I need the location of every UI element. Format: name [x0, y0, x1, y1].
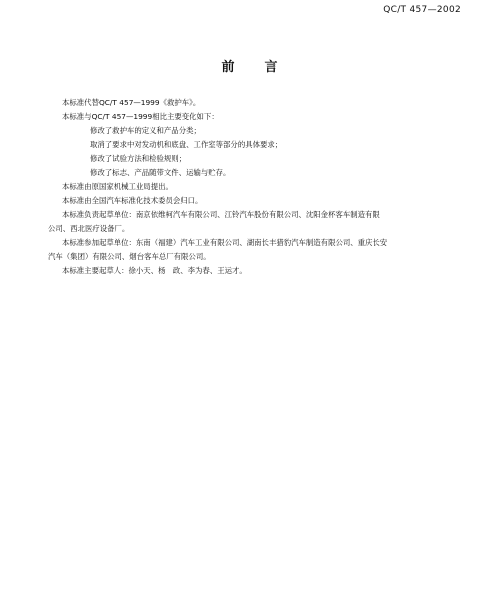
foreword-body [48, 96, 463, 278]
paragraph-participating-drafters-line2: 汽车（集团）有限公司、烟台客车总厂有限公司。 [48, 252, 211, 261]
paragraph-replaces: 本标准代替QC/T 457—1999《救护车》。 [62, 98, 201, 107]
paragraph-lead-drafters-line2: 公司、西北医疗设备厂。 [48, 224, 130, 233]
change-item: 修改了救护车的定义和产品分类； [90, 126, 201, 135]
change-item: 修改了试验方法和检验规则； [90, 154, 187, 163]
standard-code: QC/T 457—2002 [383, 5, 461, 15]
paragraph-main-drafters: 本标准主要起草人：徐小天、杨 政、李为春、王运才。 [62, 266, 247, 275]
paragraph-lead-drafters-line1: 本标准负责起草单位：南京依维柯汽车有限公司、江铃汽车股份有限公司、沈阳金杯客车制造有限 [62, 210, 380, 219]
page-title: 前言 [221, 60, 308, 75]
paragraph-proposer: 本标准由原国家机械工业局提出。 [62, 182, 173, 191]
paragraph-participating-drafters-line1: 本标准参加起草单位：东南（福建）汽车工业有限公司、湖南长丰猎豹汽车制造有限公司、重庆长安 [62, 238, 388, 247]
change-item: 取消了要求中对发动机和底盘、工作室等部分的具体要求； [90, 140, 283, 149]
paragraph-administrator: 本标准由全国汽车标准化技术委员会归口。 [62, 196, 203, 205]
change-item: 修改了标志、产品随带文件、运输与贮存。 [90, 168, 231, 177]
paragraph-changes-intro: 本标准与QC/T 457—1999相比主要变化如下： [62, 112, 219, 121]
